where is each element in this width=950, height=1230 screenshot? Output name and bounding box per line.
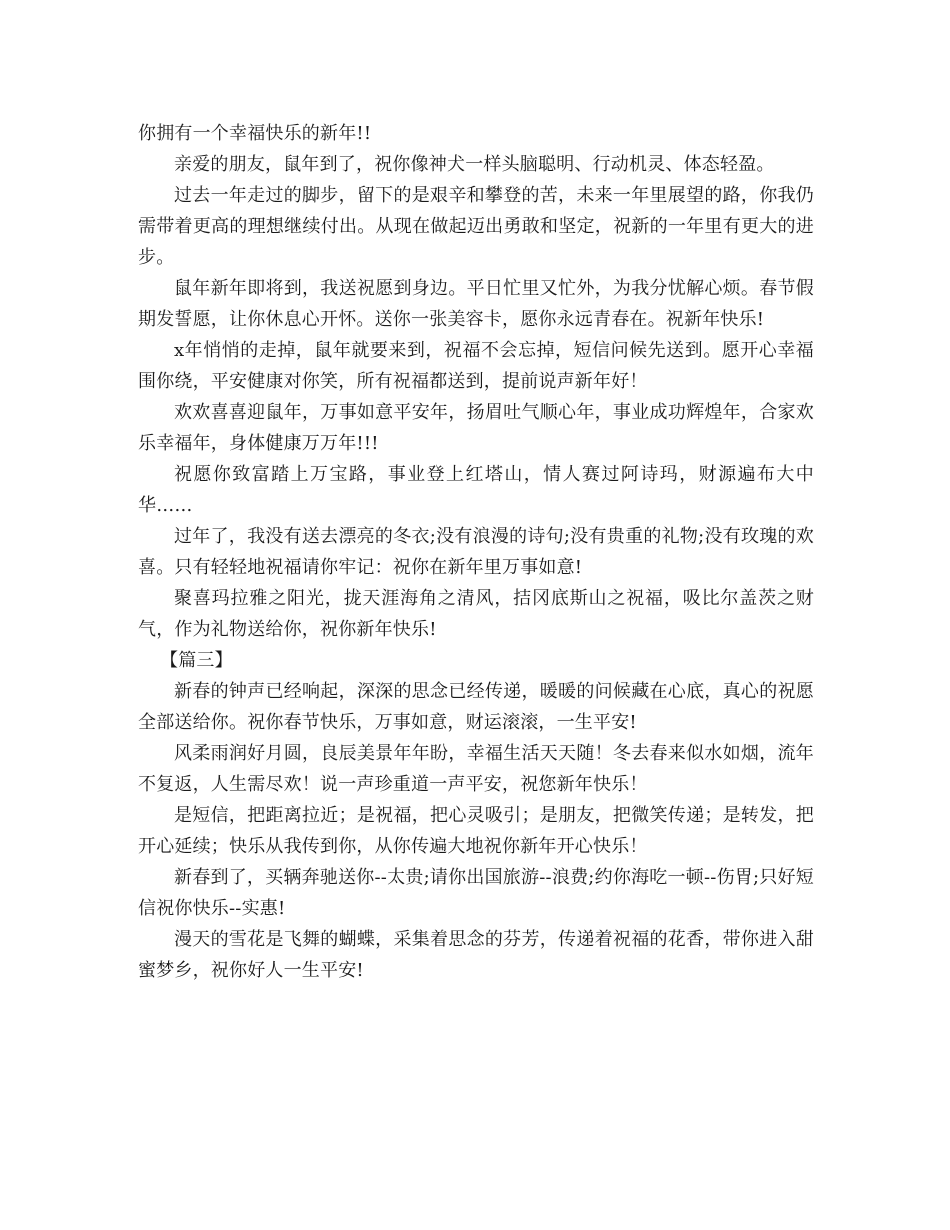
paragraph-6: 欢欢喜喜迎鼠年，万事如意平安年，扬眉吐气顺心年，事业成功辉煌年，合家欢乐幸福年，身体健康万万年!!!: [138, 402, 814, 454]
paragraph-8: 过年了，我没有送去漂亮的冬衣;没有浪漫的诗句;没有贵重的礼物;没有玫瑰的欢喜。只有轻轻地祝福请你牢记：祝你在新年里万事如意!: [138, 526, 814, 578]
paragraph-9: 聚喜玛拉雅之阳光，拢天涯海角之清风，拮冈底斯山之祝福，吸比尔盖茨之财气，作为礼物送给你，祝你新年快乐!: [138, 588, 814, 640]
paragraph-5: x年悄悄的走掉，鼠年就要来到，祝福不会忘掉，短信问候先送到。愿开心幸福围你绕，平安健康对你笑，所有祝福都送到，提前说声新年好！: [138, 340, 814, 392]
paragraph-14: 新春到了，买辆奔驰送你--太贵;请你出国旅游--浪费;约你海吃一顿--伤胃;只好短信祝你快乐--实惠!: [138, 867, 814, 919]
section-heading: 【篇三】: [160, 650, 233, 671]
paragraph-7: 祝愿你致富踏上万宝路，事业登上红塔山，情人赛过阿诗玛，财源遍布大中华……: [138, 464, 814, 516]
paragraph-11: 新春的钟声已经响起，深深的思念已经传递，暖暖的问候藏在心底，真心的祝愿全部送给你。祝你春节快乐，万事如意，财运滚滚，一生平安!: [138, 681, 814, 733]
paragraph-13: 是短信，把距离拉近；是祝福，把心灵吸引；是朋友，把微笑传递；是转发，把开心延续；快乐从我传到你，从你传遍大地祝你新年开心快乐！: [138, 805, 814, 857]
paragraph-4: 鼠年新年即将到，我送祝愿到身边。平日忙里又忙外，为我分忧解心烦。春节假期发誓愿，让你休息心开怀。送你一张美容卡，愿你永远青春在。祝新年快乐!: [138, 278, 814, 330]
paragraph-2: 亲爱的朋友，鼠年到了，祝你像神犬一样头脑聪明、行动机灵、体态轻盈。: [174, 154, 775, 175]
document-page: [138, 118, 814, 986]
paragraph-3: 过去一年走过的脚步，留下的是艰辛和攀登的苦，未来一年里展望的路，你我仍需带着更高的理想继续付出。从现在做起迈出勇敢和坚定，祝新的一年里有更大的进步。: [138, 185, 814, 268]
paragraph-1: 你拥有一个幸福快乐的新年!!: [138, 123, 372, 144]
paragraph-15: 漫天的雪花是飞舞的蝴蝶，采集着思念的芬芳，传递着祝福的花香，带你进入甜蜜梦乡，祝你好人一生平安!: [138, 929, 814, 981]
paragraph-12: 风柔雨润好月圆，良辰美景年年盼，幸福生活天天随！冬去春来似水如烟，流年不复返，人生需尽欢！说一声珍重道一声平安，祝您新年快乐！: [138, 743, 814, 795]
